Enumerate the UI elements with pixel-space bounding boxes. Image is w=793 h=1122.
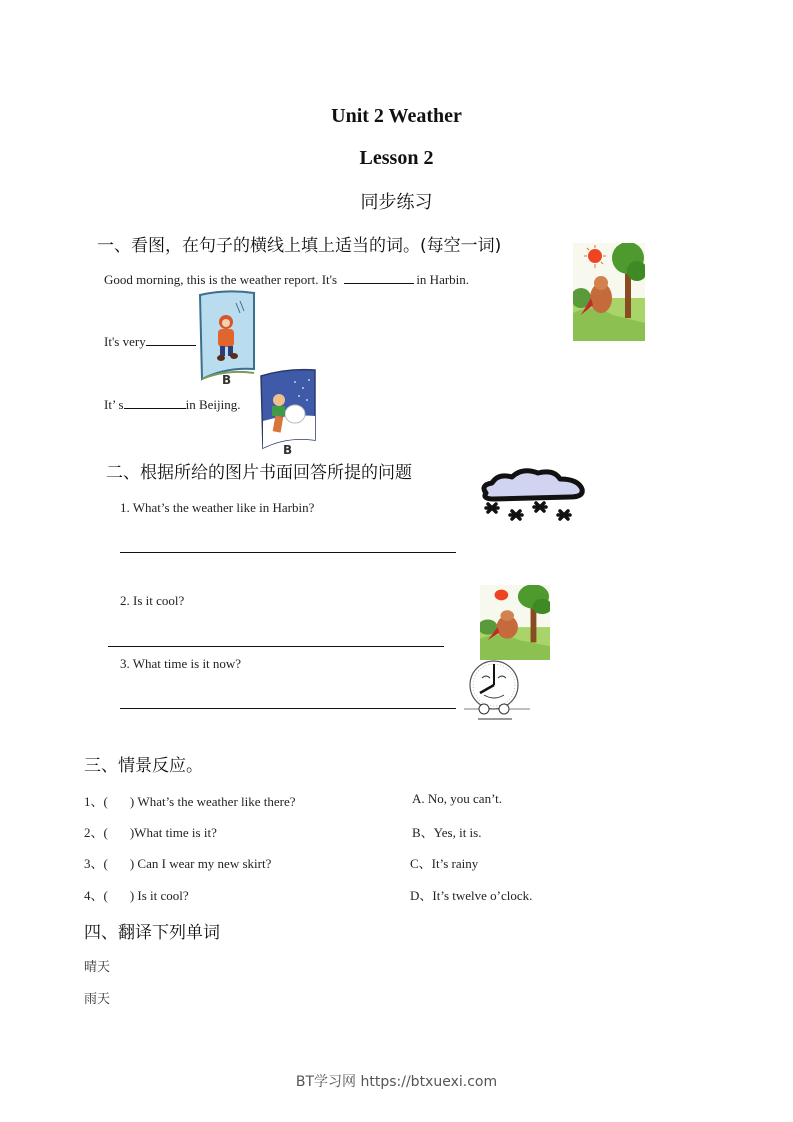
match-item-3 xyxy=(84,853,271,872)
blank-2[interactable] xyxy=(146,333,196,346)
question-3: 3. What time is it now? xyxy=(120,656,242,671)
sentence-3-before: It’ s xyxy=(104,397,124,412)
answer-line-1[interactable] xyxy=(120,552,456,553)
footer-watermark: BT学习网 https://btxuexi.com xyxy=(295,1074,498,1090)
question-1: 1. What’s the weather like in Harbin? xyxy=(120,500,315,515)
match-item-2 xyxy=(84,822,217,841)
match-item-1-question: ) What’s the weather like there? xyxy=(129,794,296,809)
match-item-3-number: 3、( xyxy=(84,856,108,871)
match-item-1-number: 1、( xyxy=(84,794,108,809)
sentence-3-after: in Beijing. xyxy=(185,397,241,412)
question-2: 2. Is it cool? xyxy=(120,593,185,608)
match-option-c: C、It’s rainy xyxy=(410,856,479,871)
match-item-4 xyxy=(84,885,189,904)
document-subtitle: 同步练习 xyxy=(360,192,433,213)
section-3-heading: 三、情景反应。 xyxy=(84,756,203,776)
sentence-1-before: Good morning, this is the weather report. It's xyxy=(104,272,338,287)
translate-word-2: 雨天 xyxy=(84,992,111,1007)
clock-icon xyxy=(464,659,530,723)
fill-sentence-1 xyxy=(104,271,469,288)
answer-line-2[interactable] xyxy=(108,646,444,647)
match-item-2-question: )What time is it? xyxy=(129,825,217,840)
sentence-1-after: in Harbin. xyxy=(416,272,470,287)
match-item-3-question: ) Can I wear my new skirt? xyxy=(129,856,272,871)
fill-sentence-3 xyxy=(104,396,241,413)
lesson-title: Lesson 2 xyxy=(359,147,434,169)
snowy-snowman-icon xyxy=(257,366,319,456)
section-2-heading: 二、根据所给的图片书面回答所提的问题 xyxy=(106,463,412,483)
section-1-heading: 一、看图，在句子的横线上填上适当的词。(每空一词) xyxy=(97,236,502,256)
match-item-1 xyxy=(84,791,296,810)
svg-text:B: B xyxy=(283,443,293,456)
section-4-heading: 四、翻译下列单词 xyxy=(84,923,220,943)
match-option-a: A. No, you can’t. xyxy=(412,791,503,806)
blank-1[interactable] xyxy=(344,271,414,284)
sunny-park-icon xyxy=(480,585,550,660)
snow-cloud-icon xyxy=(478,465,588,525)
windy-cold-boy-icon xyxy=(196,289,258,385)
sentence-2-before: It's very xyxy=(104,334,146,349)
fill-sentence-2 xyxy=(104,333,196,350)
sunny-park-icon xyxy=(573,243,645,341)
translate-word-1: 晴天 xyxy=(84,960,111,975)
svg-text:B: B xyxy=(222,373,232,385)
match-item-2-number: 2、( xyxy=(84,825,108,840)
match-option-b: B、Yes, it is. xyxy=(412,825,482,840)
match-item-4-question: ) Is it cool? xyxy=(129,888,189,903)
match-option-d: D、It’s twelve o’clock. xyxy=(410,888,533,903)
blank-3[interactable] xyxy=(124,396,186,409)
answer-line-3[interactable] xyxy=(120,708,456,709)
document-title: Unit 2 Weather xyxy=(331,105,462,127)
match-item-4-number: 4、( xyxy=(84,888,108,903)
